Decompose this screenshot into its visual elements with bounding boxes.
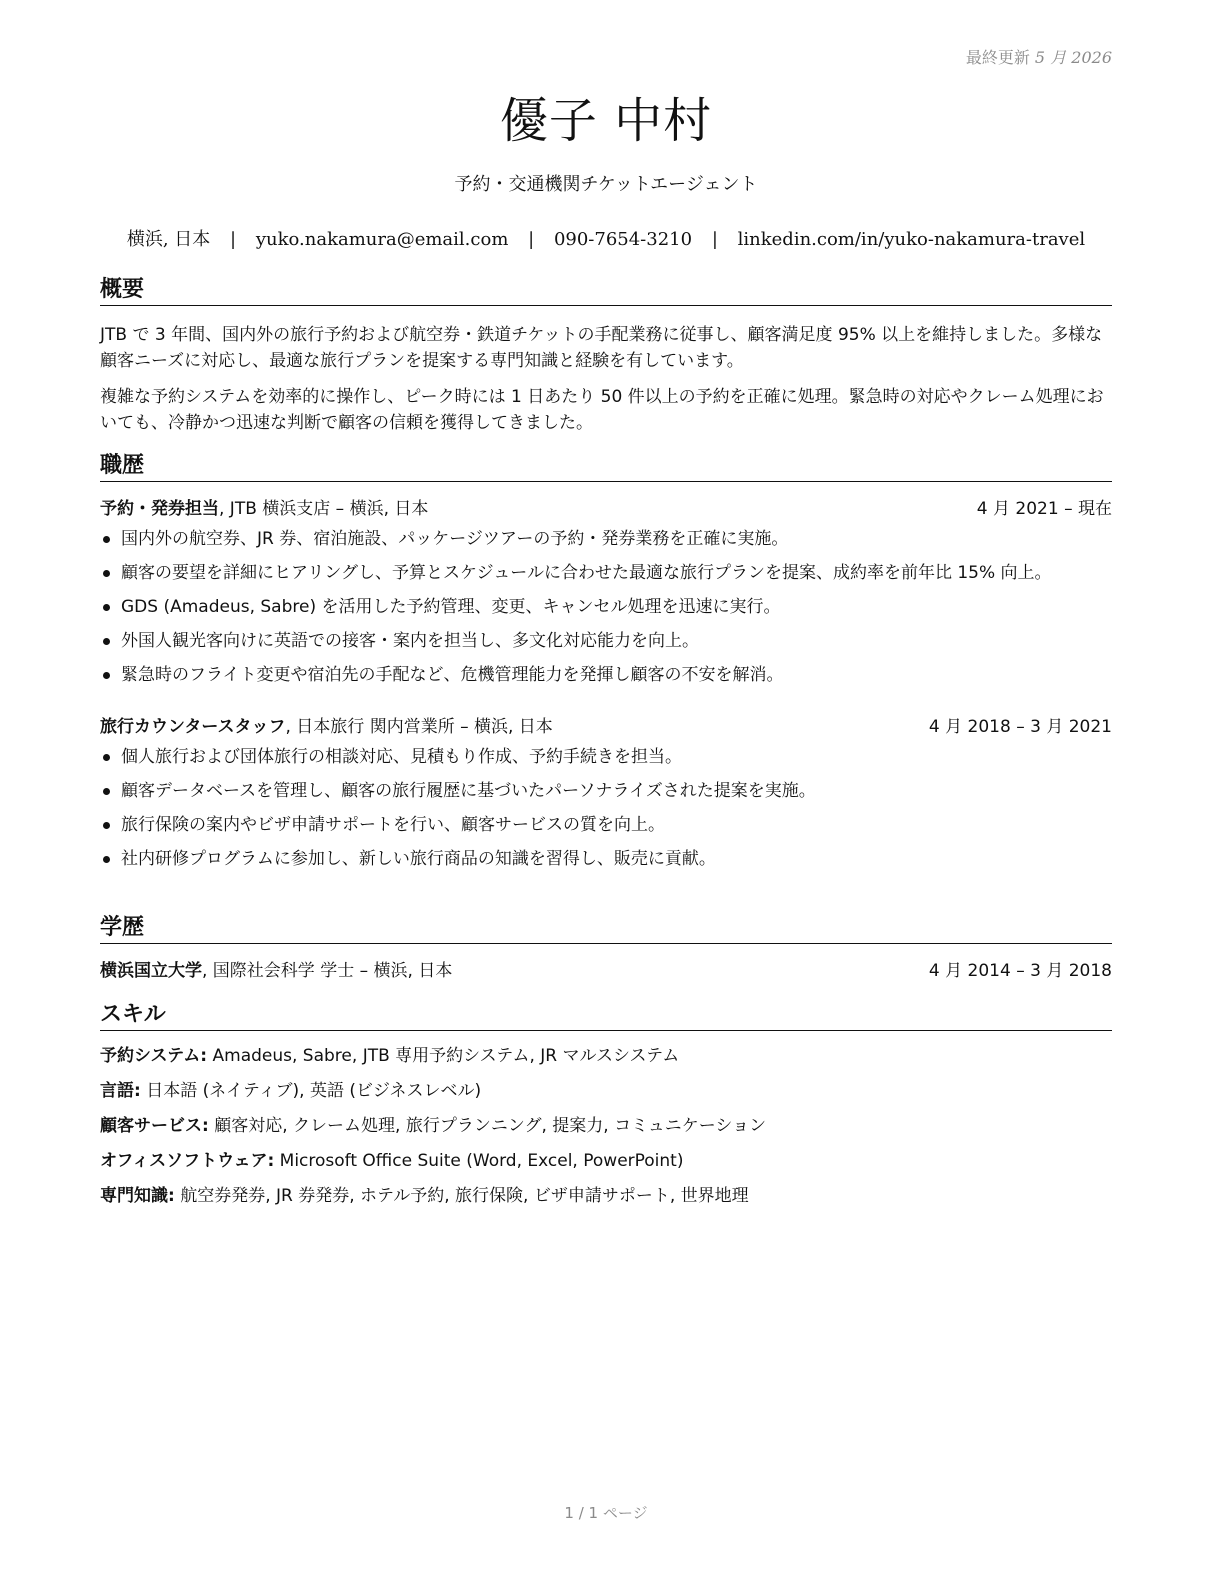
candidate-name: 優子 中村	[499, 93, 713, 149]
job-header	[100, 714, 1112, 740]
skills-section	[100, 1001, 1112, 1214]
contact-email[interactable]: yuko.nakamura@email.com	[255, 229, 509, 250]
summary-paragraph: 複雑な予約システムを効率的に操作し、ピーク時には 1 日あたり 50 件以上の予約を正確に処理。緊急時の対応やクレーム処理においても、冷静かつ迅速な判断で顧客の信頼を獲得してきました。	[100, 387, 1104, 433]
education-detail: , 国際社会科学 学士 – 横浜, 日本	[202, 961, 453, 981]
job-bullet: 個人旅行および団体旅行の相談対応、見積もり作成、予約手続きを担当。	[100, 744, 1112, 770]
contact-line	[100, 225, 1112, 251]
skill-key: 専門知識:	[100, 1186, 175, 1206]
job-dates: 4 月 2021 – 現在	[976, 499, 1112, 519]
skill-key: 顧客サービス:	[100, 1116, 209, 1136]
page-number: 1 / 1 ページ	[564, 1504, 648, 1522]
skill-row	[100, 1039, 1112, 1074]
skills-title: スキル	[100, 1001, 1112, 1031]
education-section	[100, 914, 1112, 984]
job-role-line	[100, 496, 428, 522]
summary-title: 概要	[100, 276, 1112, 306]
last-updated-label: 最終更新	[965, 48, 1030, 67]
job-role-line	[100, 714, 553, 740]
skill-value: Amadeus, Sabre, JTB 専用予約システム, JR マルスシステム	[207, 1046, 680, 1066]
job-header	[100, 496, 1112, 522]
skill-value: 日本語 (ネイティブ), 英語 (ビジネスレベル)	[140, 1081, 482, 1101]
skill-key: オフィスソフトウェア:	[100, 1151, 275, 1171]
skill-value: 顧客対応, クレーム処理, 旅行プランニング, 提案力, コミュニケーション	[208, 1116, 767, 1136]
contact-separator: |	[230, 229, 237, 250]
skill-row	[100, 1179, 1112, 1214]
education-line	[100, 958, 452, 984]
skill-value: Microsoft Office Suite (Word, Excel, PowerPoint)	[274, 1151, 684, 1171]
experience-section	[100, 452, 1112, 872]
skill-value: 航空券発券, JR 券発券, ホテル予約, 旅行保険, ビザ申請サポート, 世界地理	[174, 1186, 749, 1206]
skill-row	[100, 1144, 1112, 1179]
contact-location: 横浜, 日本	[126, 229, 211, 250]
skills-list	[100, 1039, 1112, 1214]
education-school: 横浜国立大学	[100, 961, 202, 981]
skill-row	[100, 1109, 1112, 1144]
education-title: 学歴	[100, 914, 1112, 944]
job-dates: 4 月 2018 – 3 月 2021	[928, 717, 1112, 737]
last-updated-value: 5 月 2026	[1034, 48, 1112, 67]
skill-key: 言語:	[100, 1081, 141, 1101]
contact-phone[interactable]: 090-7654-3210	[553, 229, 693, 250]
summary-paragraph: JTB で 3 年間、国内外の旅行予約および航空券・鉄道チケットの手配業務に従事し、顧客満足度 95% 以上を維持しました。多様な顧客ニーズに対応し、最適な旅行プランを提案する専門知識と経験を有しています。	[100, 325, 1103, 371]
last-updated	[966, 45, 1112, 68]
job-bullet: GDS (Amadeus, Sabre) を活用した予約管理、変更、キャンセル処理を迅速に実行。	[100, 594, 1112, 620]
job-bullets	[100, 526, 1112, 688]
job-entry	[100, 496, 1112, 688]
job-bullet: 旅行保険の案内やビザ申請サポートを行い、顧客サービスの質を向上。	[100, 812, 1112, 838]
job-bullet: 顧客の要望を詳細にヒアリングし、予算とスケジュールに合わせた最適な旅行プランを提案、成約率を前年比 15% 向上。	[100, 560, 1112, 586]
resume-page	[100, 0, 1112, 1584]
candidate-headline: 予約・交通機関チケットエージェント	[454, 174, 758, 195]
education-dates: 4 月 2014 – 3 月 2018	[928, 961, 1112, 981]
job-bullet: 顧客データベースを管理し、顧客の旅行履歴に基づいたパーソナライズされた提案を実施。	[100, 778, 1112, 804]
summary-section	[100, 276, 1112, 436]
skill-row	[100, 1074, 1112, 1109]
contact-separator: |	[711, 229, 718, 250]
job-role: 予約・発券担当	[100, 499, 219, 519]
job-role: 旅行カウンタースタッフ	[100, 717, 286, 737]
job-bullet: 外国人観光客向けに英語での接客・案内を担当し、多文化対応能力を向上。	[100, 628, 1112, 654]
contact-separator: |	[528, 229, 535, 250]
job-bullets	[100, 744, 1112, 872]
job-bullet: 社内研修プログラムに参加し、新しい旅行商品の知識を習得し、販売に貢献。	[100, 846, 1112, 872]
job-bullet: 緊急時のフライト変更や宿泊先の手配など、危機管理能力を発揮し顧客の不安を解消。	[100, 662, 1112, 688]
experience-title: 職歴	[100, 452, 1112, 482]
contact-linkedin[interactable]: linkedin.com/in/yuko-nakamura-travel	[737, 229, 1086, 250]
skill-key: 予約システム:	[100, 1046, 208, 1066]
job-org: , 日本旅行 関内営業所 – 横浜, 日本	[285, 717, 553, 737]
education-entry	[100, 958, 1112, 984]
job-org: , JTB 横浜支店 – 横浜, 日本	[219, 499, 429, 519]
job-bullet: 国内外の航空券、JR 券、宿泊施設、パッケージツアーの予約・発券業務を正確に実施。	[100, 526, 1112, 552]
job-entry	[100, 714, 1112, 872]
